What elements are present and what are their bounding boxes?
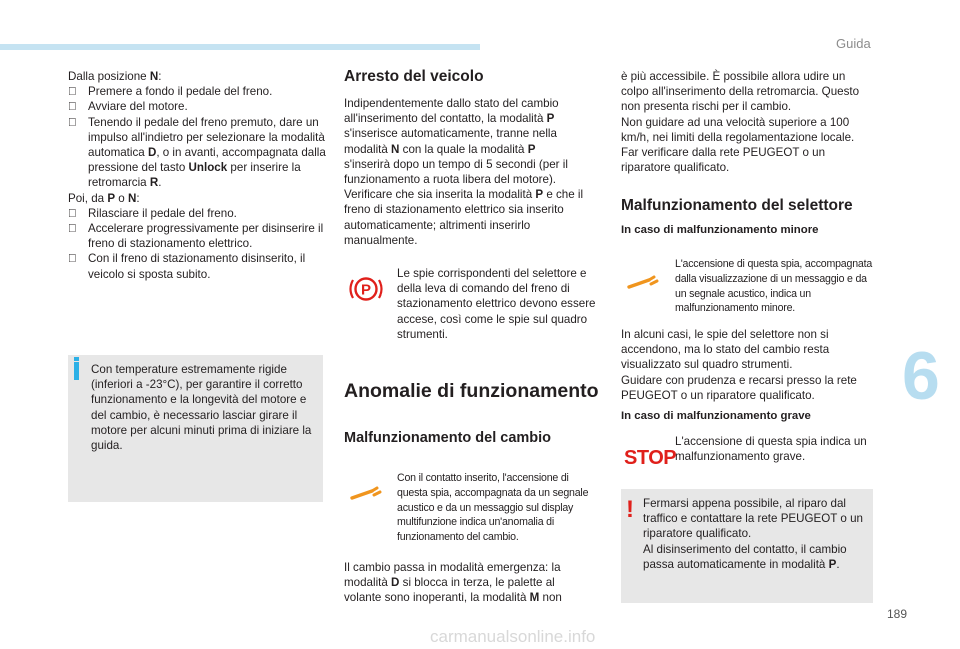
bullet-marker [68,115,88,130]
cambio-body: Il cambio passa in modalità emergenza: la modalità D si blocca in terza, le palette al volante sono inoperanti, la modalità M non [344,561,562,605]
wrench-minor-icon [627,275,659,291]
bullet-marker [68,251,88,266]
bullet-marker [68,206,88,221]
parking-brake-warning-icon [346,274,386,304]
bullet-marker [68,84,88,99]
wrench-icon-text: Con il contatto inserito, l'accensione di questa spia, accompagnata da un segnale acustico e da un messaggio sul display multifunzione indica un'anomalia di funzionamento del cambio. [397,472,589,544]
minore-icon-text: L'accensione di questa spia, accompagnata dalla visualizzazione di un messaggio e da un segnale acustico, indica un malfunzionamento minore. [675,258,873,315]
info-note [68,355,323,502]
grave-icon-text: L'accensione di questa spia indica un malfunzionamento grave. [675,435,867,464]
header-accent-bar [0,44,480,50]
subheading-grave: In caso di malfunzionamento grave [621,410,811,422]
bullet-item [68,221,326,251]
bullet-item [68,84,326,99]
heading-cambio: Malfunzionamento del cambio [344,430,552,446]
heading-anomalie: Anomalie di funzionamento [344,380,599,402]
minore-body: In alcuni casi, le spie del selettore non si accendono, ma lo stato del cambio resta visualizzato sul quadro strumenti. Guidare con prudenza e recarsi presso la rete PEUGEOT o un riparatore qualificato. [621,328,857,402]
heading-selettore: Malfunzionamento del selettore [621,197,853,214]
park-icon-text: Le spie corrispondenti del selettore e della leva di comando del freno di stazionamento elettrico devono essere accese, così come le spie sul quadro strumenti. [397,267,596,341]
info-note-text: Con temperature estremamente rigide (inferiori a -23°C), per garantire il corretto funzionamento e la longevità del motore e del cambio, è necessario lasciar girare il motore per alcuni minuti prima di iniziare la guida. [91,363,312,453]
bullet-text: Premere a fondo il pedale del freno. [88,85,273,99]
info-icon [74,362,79,380]
bullet-text: Rilasciare il pedale del freno. [88,206,237,220]
bullet-text: Accelerare progressivamente per disinserire il freno di stazionamento elettrico. [88,222,324,251]
page-number: 189 [886,607,907,621]
bullet-text: Tenendo il pedale del freno premuto, dare un impulso all'indietro per selezionare la modalità automatica D, o in avanti, accompagnata dalla pressione del tasto Unlock per inserire la retromarcia R. [88,115,326,190]
paragraph: Dalla posizione N: [68,70,162,83]
bullet-marker [68,99,88,114]
bullet-text: Con il freno di stazionamento disinserito, il veicolo si sposta subito. [88,252,306,281]
watermark: carmanualsonline.info [430,627,596,646]
bullet-text: Avviare del motore. [88,100,188,114]
bullet-item [68,206,326,221]
heading-arresto: Arresto del veicolo [344,68,484,85]
chapter-number: 6 [902,338,940,414]
bullet-item [68,115,326,191]
warning-note-text: Fermarsi appena possibile, al riparo dal traffico e contattare la rete PEUGEOT o un riparatore qualificato. Al disinserimento del contatto, il cambio passa automaticamente in modalità P. [643,497,863,571]
bullet-marker [68,221,88,236]
stop-warning-icon: STOP [624,447,677,469]
subheading-minore: In caso di malfunzionamento minore [621,224,819,236]
svg-text:P: P [360,281,372,299]
arresto-body: Indipendentemente dallo stato del cambio all'inserimento del contatto, la modalità P s'inserisce automaticamente, tranne nella modalità N con la quale la modalità P s'inserirà dopo un tempo di 5 secondi (per il funzionamento a ruota libera del motore). Verificare che sia inserita la modalità P e che il freno di stazionamento elettrico sia inserito automaticamente; altrimenti inserirlo manualmente. [344,97,584,247]
warning-note [621,489,873,603]
bullet-item [68,251,326,281]
left-instructions [68,69,326,282]
wrench-icon [350,486,382,502]
continued-body: è più accessibile. È possibile allora udire un colpo all'inserimento della retromarcia. Questo non presenta rischi per il cambio. Non guidare ad una velocità superiore a 100 km/h, nei limiti della regolamentazione locale. Far verificare dalla rete PEUGEOT o un riparatore qualificato. [621,70,860,175]
section-title: Guida [836,36,871,51]
exclamation-icon: ! [626,496,634,523]
paragraph: Poi, da P o N: [68,191,140,205]
bullet-item [68,99,326,114]
